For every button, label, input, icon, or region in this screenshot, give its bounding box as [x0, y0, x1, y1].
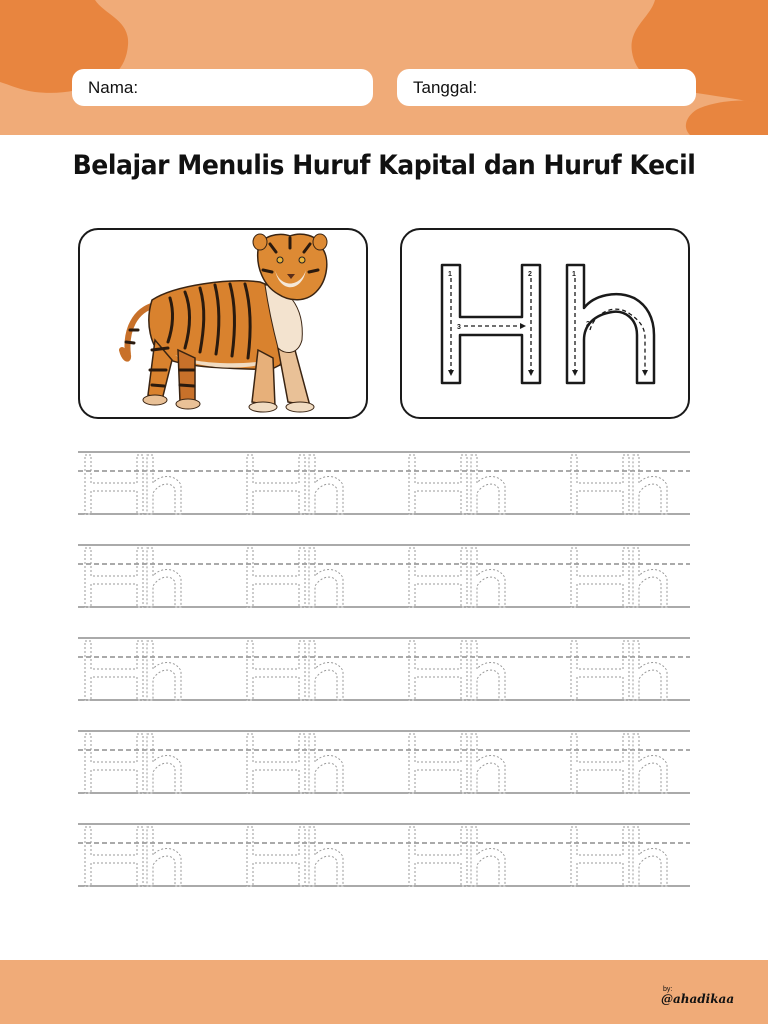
tracing-practice-area[interactable]: [0, 440, 768, 900]
stroke-number: 1: [448, 271, 452, 278]
traceable-letter-pair[interactable]: [85, 455, 181, 514]
traceable-letter-pair[interactable]: [409, 548, 505, 607]
by-label: by:: [663, 986, 673, 993]
traceable-letter-pair[interactable]: [409, 734, 505, 793]
date-label: Tanggal:: [413, 77, 478, 97]
tracing-row[interactable]: [78, 824, 690, 886]
traceable-letter-pair[interactable]: [85, 641, 181, 700]
stroke-number: 2: [586, 321, 590, 328]
date-field[interactable]: [397, 69, 696, 106]
name-field[interactable]: [72, 69, 373, 106]
letter-guide: [402, 230, 690, 419]
traceable-letter-pair[interactable]: [247, 455, 343, 514]
page-title: Belajar Menulis Huruf Kapital dan Huruf Kecil: [72, 150, 696, 181]
traceable-letter-pair[interactable]: [409, 455, 505, 514]
traceable-letter-pair[interactable]: [85, 548, 181, 607]
traceable-letter-pair[interactable]: [571, 734, 667, 793]
stroke-number: 2: [528, 271, 532, 278]
traceable-letter-pair[interactable]: [247, 734, 343, 793]
traceable-letter-pair[interactable]: [85, 734, 181, 793]
traceable-letter-pair[interactable]: [571, 548, 667, 607]
traceable-letter-pair[interactable]: [247, 548, 343, 607]
tracing-row[interactable]: [78, 731, 690, 793]
credit-signature: @ahadikaa: [661, 992, 735, 1006]
tracing-row[interactable]: [78, 545, 690, 607]
wave-decoration: [0, 0, 768, 135]
traceable-letter-pair[interactable]: [571, 827, 667, 886]
tracing-row[interactable]: [78, 638, 690, 700]
traceable-letter-pair[interactable]: [571, 455, 667, 514]
traceable-letter-pair[interactable]: [571, 641, 667, 700]
stroke-number: 1: [572, 271, 576, 278]
letter-card: [400, 228, 690, 419]
traceable-letter-pair[interactable]: [247, 641, 343, 700]
traceable-letter-pair[interactable]: [247, 827, 343, 886]
tracing-row[interactable]: [78, 452, 690, 514]
traceable-letter-pair[interactable]: [85, 827, 181, 886]
header-banner: [0, 0, 768, 135]
footer-banner: [0, 960, 768, 1024]
tiger-illustration-icon: [80, 230, 368, 419]
traceable-letter-pair[interactable]: [409, 827, 505, 886]
name-label: Nama:: [88, 77, 139, 97]
traceable-letter-pair[interactable]: [409, 641, 505, 700]
picture-card: [78, 228, 368, 419]
stroke-number: 3: [457, 324, 461, 331]
